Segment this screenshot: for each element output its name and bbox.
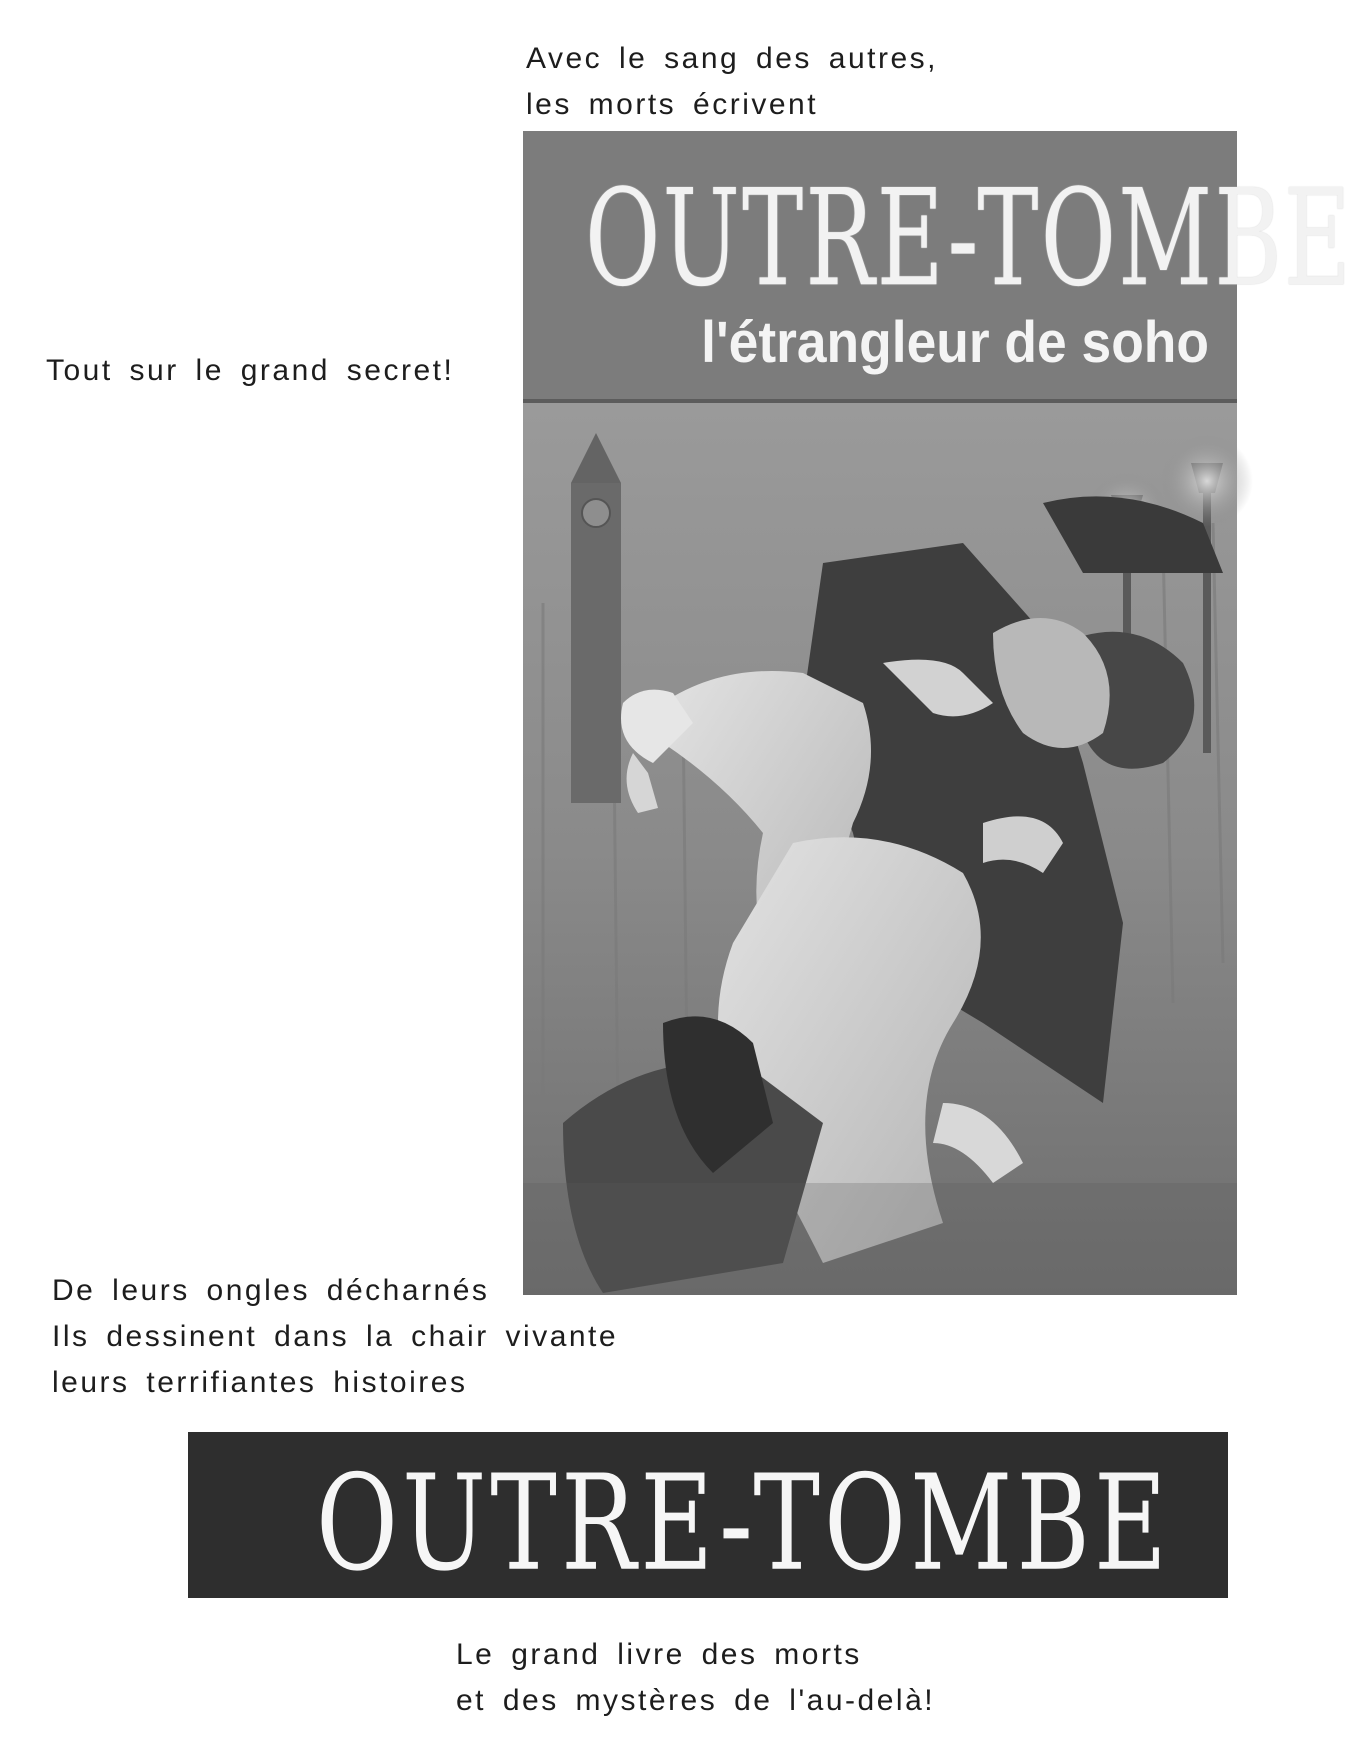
bottom-caption bbox=[52, 1268, 618, 1406]
final-caption bbox=[456, 1632, 935, 1724]
cover-title: OUTRE-TOMBE bbox=[585, 161, 1353, 317]
bottom-caption-line-2: Ils dessinent dans la chair vivante bbox=[52, 1320, 619, 1353]
cover-subtitle: l'étrangleur de soho bbox=[701, 310, 1209, 375]
final-caption-line-2: et des mystères de l'au-delà! bbox=[456, 1684, 936, 1717]
bottom-caption-line-1: De leurs ongles décharnés bbox=[52, 1274, 490, 1307]
title-banner bbox=[188, 1432, 1228, 1601]
cover-header bbox=[523, 131, 1353, 403]
top-caption-line-1: Avec le sang des autres, bbox=[526, 42, 938, 75]
book-cover bbox=[523, 131, 1353, 1295]
cover-illustration bbox=[523, 403, 1237, 1295]
top-caption bbox=[526, 36, 938, 128]
side-caption-text: Tout sur le grand secret! bbox=[46, 354, 455, 387]
top-caption-line-2: les morts écrivent bbox=[526, 88, 819, 121]
bottom-caption-line-3: leurs terrifiantes histoires bbox=[52, 1366, 468, 1399]
banner-title: OUTRE-TOMBE bbox=[316, 1446, 1171, 1601]
side-caption bbox=[46, 348, 454, 394]
final-caption-line-1: Le grand livre des morts bbox=[456, 1638, 862, 1671]
